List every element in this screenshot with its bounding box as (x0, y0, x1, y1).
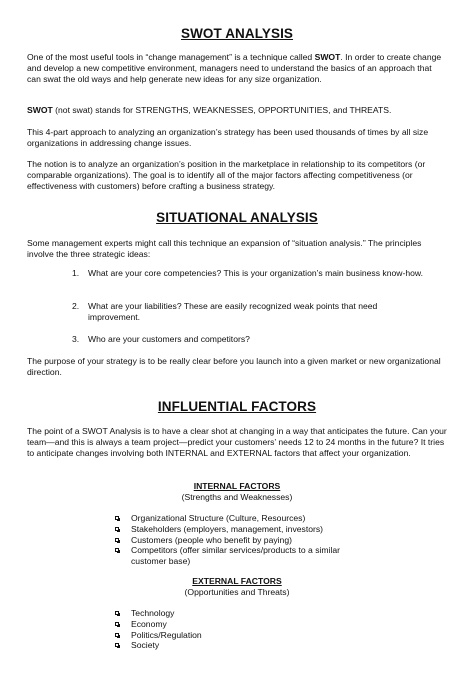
external-factors-list (114, 608, 414, 651)
list-item (114, 608, 414, 619)
swot-p2-bold: SWOT (27, 105, 53, 115)
swot-paragraph-2 (27, 105, 447, 116)
list-item-text: Organizational Structure (Culture, Resources) (131, 513, 306, 523)
checkbox-bullet-icon (115, 527, 119, 531)
swot-p2-text: (not swat) stands for STRENGTHS, WEAKNESSES, OPPORTUNITIES, and THREATS. (52, 105, 392, 115)
external-factors-subheading: (Opportunities and Threats) (184, 587, 290, 597)
swot-p1-bold: SWOT (314, 52, 341, 62)
checkbox-bullet-icon (115, 622, 119, 626)
item-number: 1. (72, 268, 80, 278)
list-item (114, 545, 341, 567)
swot-p1-text: One of the most useful tools in “change management” is a technique called (27, 52, 315, 62)
situational-intro: Some management experts might call this technique an expansion of “situation analysis.” The principles involve the three strategic ideas: (27, 238, 422, 259)
influential-intro: The point of a SWOT Analysis is to have a clear shot at changing in a way that anticipates the future. Can your team—and this is always a team project—predict your customers’ needs 12 to 24 months in the future? It tries to anticipate changes involving both INTERNAL and EXTERNAL factors that affect your organization. (27, 426, 447, 458)
item-number: 3. (72, 334, 80, 344)
swot-paragraph-3: This 4-part approach to analyzing an organization’s strategy has been used thousands of times by all size organizations in addressing change issues. (27, 127, 429, 148)
external-heading-text: EXTERNAL FACTORS (192, 576, 282, 586)
list-item-text: Politics/Regulation (131, 629, 202, 640)
checkbox-bullet-icon (115, 548, 119, 552)
swot-paragraph-4: The notion is to analyze an organization’s position in the marketplace in relationship to its competitors (or comparable organizations). The goal is to identify all of the major factors affecting competitiveness (or effectiveness with customers) before crafting a business strategy. (27, 159, 426, 191)
list-item-text: Stakeholders (employers, management, investors) (131, 523, 324, 534)
list-item-text: Competitors (offer similar services/products to a similar customer base) (131, 545, 341, 567)
situational-title: SITUATIONAL ANALYSIS (156, 210, 318, 225)
list-item-text: Technology (131, 608, 175, 618)
list-item (114, 535, 414, 546)
swot-paragraph-1 (27, 52, 447, 84)
internal-factors-list (114, 513, 414, 567)
checkbox-bullet-icon (115, 633, 119, 637)
item-number: 2. (72, 301, 80, 311)
list-item (114, 630, 414, 641)
list-item-text: Economy (131, 618, 167, 629)
list-item (114, 619, 414, 630)
list-item (114, 513, 414, 524)
situational-closing: The purpose of your strategy is to be really clear before you launch into a given market or new organizational direction. (27, 356, 441, 377)
checkbox-bullet-icon (115, 516, 119, 520)
internal-heading-text: INTERNAL FACTORS (193, 481, 281, 491)
checkbox-bullet-icon (115, 611, 119, 615)
list-item-text: Society (131, 640, 160, 651)
checkbox-bullet-icon (115, 643, 119, 647)
item-text: What are your core competencies? This is your organization’s main business know-how. (88, 268, 424, 278)
list-item (114, 524, 414, 535)
internal-factors-subheading: (Strengths and Weaknesses) (181, 492, 293, 502)
influential-title: INFLUENTIAL FACTORS (157, 399, 317, 414)
swot-title: SWOT ANALYSIS (180, 26, 294, 41)
item-text: What are your liabilities? These are easily recognized weak points that need improvement. (88, 301, 378, 322)
swot-p1-text-end: . In order to create change and develop a new competitive environment, managers need to understand the basics of an approach that can swat the old ways and help generate new ideas for any size organization. (27, 52, 442, 84)
item-text: Who are your customers and competitors? (88, 334, 250, 344)
list-item-text: Customers (people who benefit by paying) (131, 534, 292, 545)
internal-factors-heading (0, 481, 474, 492)
external-factors-heading (0, 576, 474, 587)
checkbox-bullet-icon (115, 538, 119, 542)
list-item (114, 640, 414, 651)
